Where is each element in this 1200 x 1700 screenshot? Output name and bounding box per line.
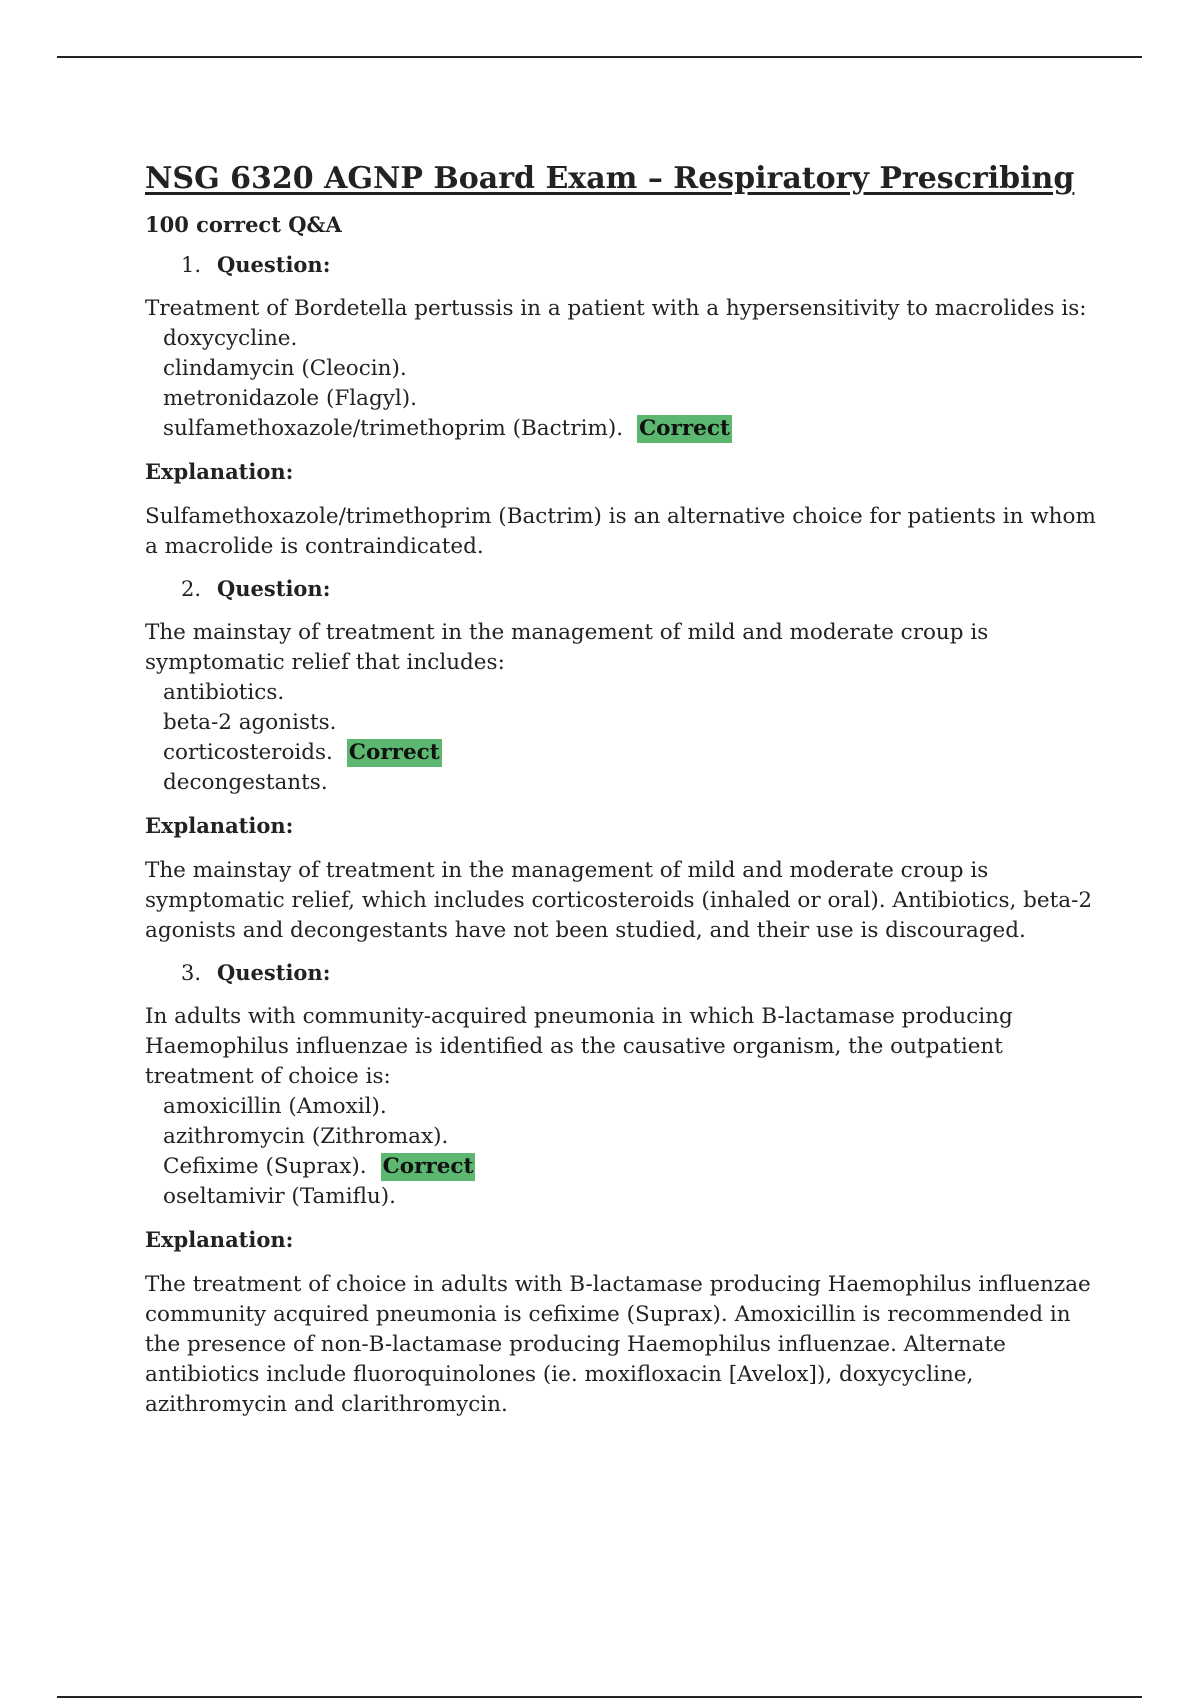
answer-option-correct: [163, 738, 1105, 768]
document-body: [145, 150, 1105, 1420]
answer-option-correct: [163, 414, 1105, 444]
question-3-options: [145, 1092, 1105, 1212]
question-1-explanation-label: Explanation:: [145, 459, 294, 484]
answer-option-text: sulfamethoxazole/trimethoprim (Bactrim).: [163, 416, 624, 441]
document-subtitle: 100 correct Q&A: [145, 212, 342, 237]
question-2-text: The mainstay of treatment in the management of mild and moderate croup is symptomatic relief that includes:: [145, 620, 989, 675]
answer-option: antibiotics.: [163, 680, 285, 705]
answer-option-text: Cefixime (Suprax).: [163, 1154, 367, 1179]
question-number: 1.: [181, 253, 202, 277]
document-title: NSG 6320 AGNP Board Exam – Respiratory Prescribing: [145, 161, 1075, 196]
answer-option: doxycycline.: [163, 326, 298, 351]
question-label: Question:: [217, 576, 331, 601]
page-top-rule: [57, 56, 1142, 58]
question-2-heading: [145, 576, 1105, 602]
question-2-explanation: The mainstay of treatment in the management of mild and moderate croup is symptomatic relief, which includes corticosteroids (inhaled or oral). Antibiotics, beta-2 agonists and decongestants have not been studied, and their use is discouraged.: [145, 858, 1093, 943]
answer-option: beta-2 agonists.: [163, 710, 337, 735]
question-3-explanation-label: Explanation:: [145, 1227, 294, 1252]
answer-option: clindamycin (Cleocin).: [163, 356, 407, 381]
page-bottom-rule: [57, 1696, 1142, 1698]
answer-option-text: corticosteroids.: [163, 740, 333, 765]
question-number: 2.: [181, 577, 202, 601]
answer-option-correct: [163, 1152, 1105, 1182]
answer-option: metronidazole (Flagyl).: [163, 386, 417, 411]
question-2-options: [145, 678, 1105, 798]
correct-badge: Correct: [639, 416, 730, 441]
answer-option: oseltamivir (Tamiflu).: [163, 1184, 396, 1209]
question-1-options: [145, 324, 1105, 444]
answer-option: amoxicillin (Amoxil).: [163, 1094, 387, 1119]
answer-option: decongestants.: [163, 770, 328, 795]
correct-badge: Correct: [348, 740, 440, 765]
question-1-heading: [145, 252, 1105, 278]
question-number: 3.: [181, 961, 202, 985]
question-label: Question:: [217, 960, 331, 985]
question-label: Question:: [217, 252, 331, 277]
correct-badge: Correct: [382, 1154, 474, 1179]
question-2-explanation-label: Explanation:: [145, 813, 294, 838]
question-1-explanation: Sulfamethoxazole/trimethoprim (Bactrim) is an alternative choice for patients in whom a macrolide is contraindicated.: [145, 504, 1096, 559]
question-1-text: Treatment of Bordetella pertussis in a patient with a hypersensitivity to macrolides is:: [145, 296, 1087, 321]
question-3-explanation: The treatment of choice in adults with B-lactamase producing Haemophilus influenzae community acquired pneumonia is cefixime (Suprax). Amoxicillin is recommended in the presence of non-B-lactamase producing Haemophilus influenzae. Alternate antibiotics include fluoroquinolones (ie. moxifloxacin [Avelox]), doxycycline, azithromycin and clarithromycin.: [145, 1272, 1091, 1417]
question-3-heading: [145, 960, 1105, 986]
answer-option: azithromycin (Zithromax).: [163, 1124, 449, 1149]
question-3-text: In adults with community-acquired pneumonia in which B-lactamase producing Haemophilus influenzae is identified as the causative organism, the outpatient treatment of choice is:: [145, 1004, 1013, 1089]
